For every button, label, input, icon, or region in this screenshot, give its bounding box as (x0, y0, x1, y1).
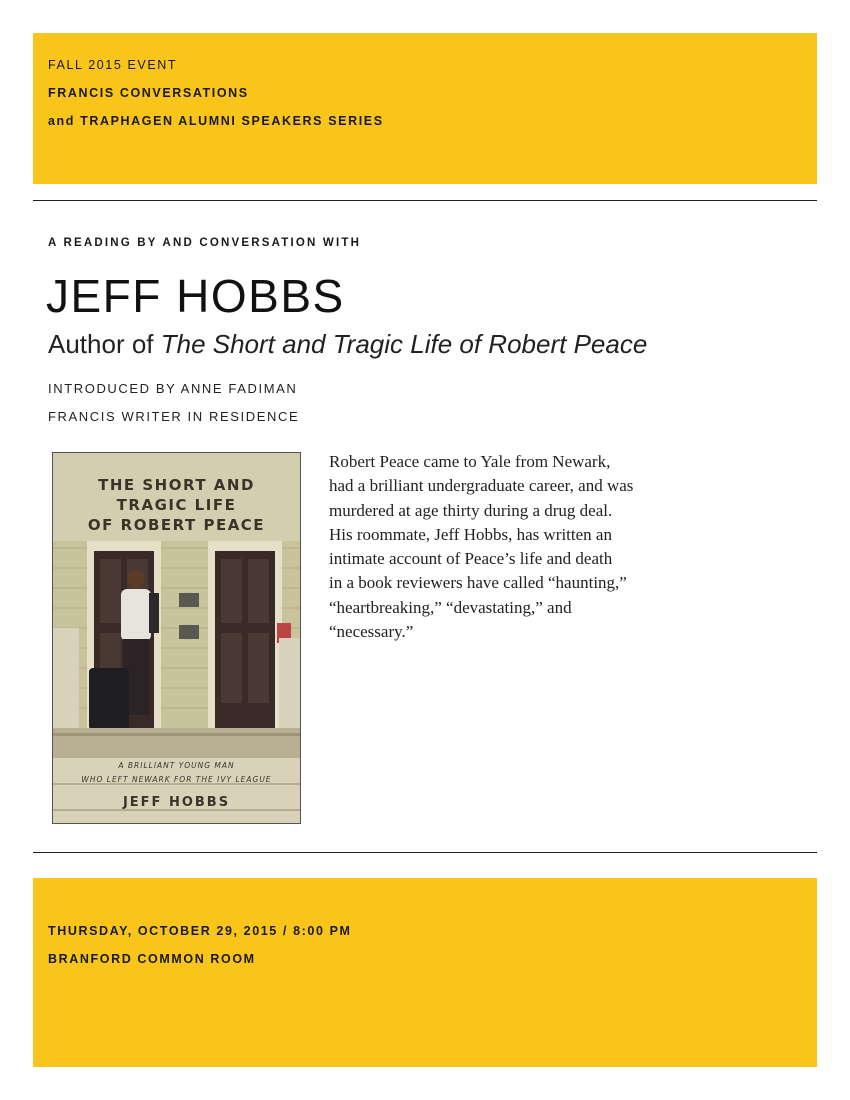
description-line: in a book reviewers have called “haunting,” (329, 573, 627, 593)
header-band (33, 33, 817, 184)
book-title: The Short and Tragic Life of Robert Peace (160, 329, 648, 359)
bottom-divider (33, 852, 817, 853)
cover-tagline-2: WHO LEFT NEWARK FOR THE IVY LEAGUE (81, 775, 272, 784)
top-divider (33, 200, 817, 201)
eyebrow: A READING BY AND CONVERSATION WITH (48, 237, 362, 249)
footer-band (33, 878, 817, 1067)
series-title-line2: and TRAPHAGEN ALUMNI SPEAKERS SERIES (48, 114, 384, 128)
subtitle (48, 328, 647, 360)
event-description (329, 450, 749, 644)
subtitle-prefix: Author of (48, 329, 161, 359)
cover-tagline-1: A BRILLIANT YOUNG MAN (118, 761, 235, 770)
description-line: His roommate, Jeff Hobbs, has written an (329, 524, 612, 544)
description-line: “necessary.” (329, 622, 414, 642)
speaker-name: JEFF HOBBS (46, 270, 345, 322)
description-line: intimate account of Peace’s life and death (329, 549, 613, 569)
description-line: “heartbreaking,” “devastating,” and (329, 597, 572, 617)
series-title-line1: FRANCIS CONVERSATIONS (48, 86, 249, 100)
introducer: INTRODUCED BY ANNE FADIMAN (48, 381, 298, 396)
event-location: BRANFORD COMMON ROOM (48, 952, 256, 966)
description-line: Robert Peace came to Yale from Newark, (329, 452, 611, 471)
cover-author: JEFF HOBBS (122, 795, 231, 810)
book-cover (52, 452, 301, 824)
description-line: murdered at age thirty during a drug deal. (329, 500, 613, 520)
introducer-role: FRANCIS WRITER IN RESIDENCE (48, 409, 300, 424)
event-datetime: THURSDAY, OCTOBER 29, 2015 / 8:00 PM (48, 924, 352, 938)
description-line: had a brilliant undergraduate career, and was (329, 476, 634, 496)
cover-title: THE SHORT AND TRAGIC LIFE OF ROBERT PEACE (87, 476, 266, 534)
event-label: FALL 2015 EVENT (48, 58, 178, 72)
